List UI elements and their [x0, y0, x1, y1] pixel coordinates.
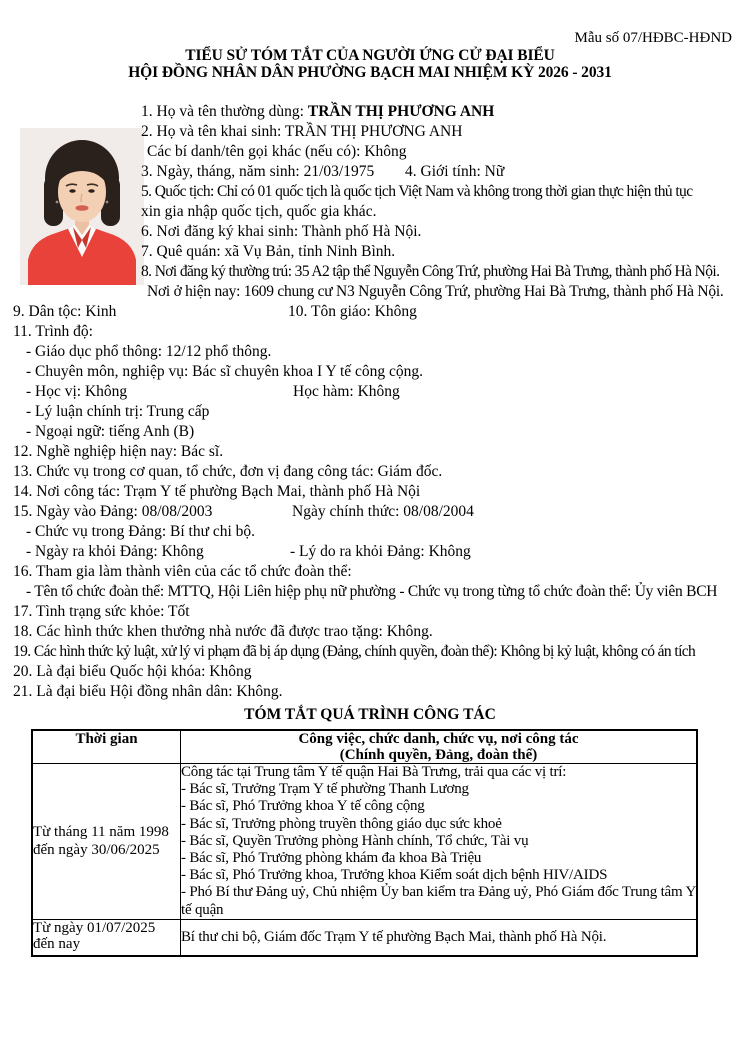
row1-duty-item: - Bác sĩ, Phó Trưởng phòng khám đa khoa Bà Triệu — [181, 850, 482, 867]
row2-duties — [181, 919, 698, 956]
bio-item-11-hoc-vi: - Học vị: Không — [26, 383, 128, 400]
row1-duty-item: - Phó Bí thư Đảng uỷ, Chủ nhiệm Ủy ban kiểm tra Đảng uỷ, Phó Giám đốc Trung tâm Y tế quận — [181, 884, 696, 918]
row2-duty-item: Bí thư chi bộ, Giám đốc Trạm Y tế phường Bạch Mai, thành phố Hà Nội. — [181, 928, 607, 945]
bio-item-15-party-role: - Chức vụ trong Đảng: Bí thư chi bộ. — [26, 523, 256, 540]
bio-item-11-politics: - Lý luận chính trị: Trung cấp — [26, 403, 210, 420]
bio-item-15-leave — [0, 542, 740, 562]
bio-item-10: 10. Tôn giáo: Không — [288, 303, 417, 320]
bio-item-12: 12. Nghề nghiệp hiện nay: Bác sĩ. — [13, 443, 224, 460]
row1-duties — [181, 764, 698, 920]
row2-period — [32, 919, 181, 956]
bio-item-9: 9. Dân tộc: Kinh — [13, 303, 117, 320]
document-title-line1: TIỂU SỬ TÓM TẮT CỦA NGƯỜI ỨNG CỬ ĐẠI BIỂU — [185, 47, 555, 64]
bio-item-11: 11. Trình độ: — [13, 323, 93, 340]
bio-item-11-degree — [0, 382, 740, 402]
work-history-title: TÓM TẮT QUÁ TRÌNH CÔNG TÁC — [244, 706, 496, 723]
work-history-table — [31, 729, 698, 957]
bio-item-8-line1: 8. Nơi đăng ký thường trú: 35 A2 tập thể Nguyễn Công Trứ, phường Hai Bà Trưng, thành phố Hà Nội. — [141, 263, 720, 280]
bio-item-3-4 — [0, 162, 740, 182]
bio-item-9-10 — [0, 302, 740, 322]
bio-item-11-education: - Giáo dục phổ thông: 12/12 phổ thông. — [26, 343, 272, 360]
row1-duty-item: - Bác sĩ, Quyền Trưởng phòng Hành chính, Tổ chức, Tài vụ — [181, 832, 529, 849]
row1-duty-item: - Bác sĩ, Trưởng Trạm Y tế phường Thanh Lương — [181, 781, 469, 798]
header-time-column: Thời gian — [32, 730, 181, 764]
bio-item-13: 13. Chức vụ trong cơ quan, tổ chức, đơn vị đang công tác: Giám đốc. — [13, 463, 443, 480]
bio-item-3: 3. Ngày, tháng, năm sinh: 21/03/1975 — [141, 163, 375, 180]
bio-item-15-official-date: Ngày chính thức: 08/08/2004 — [292, 503, 474, 520]
row1-duty-item: - Bác sĩ, Phó Trưởng khoa Y tế công cộng — [181, 798, 425, 815]
bio-item-15-leave-reason: - Lý do ra khỏi Đảng: Không — [290, 543, 471, 560]
row1-duty-item: - Bác sĩ, Phó Trưởng khoa, Trưởng khoa Kiểm soát dịch bệnh HIV/AIDS — [181, 867, 608, 884]
bio-item-18: 18. Các hình thức khen thưởng nhà nước đã được trao tặng: Không. — [13, 623, 433, 640]
bio-item-5-line1: 5. Quốc tịch: Chỉ có 01 quốc tịch là quốc tịch Việt Nam và không trong thời gian thực hiện thủ tục — [141, 183, 693, 200]
header-duty-line1: Công việc, chức danh, chức vụ, nơi công tác — [298, 731, 579, 747]
bio-item-15-leave-date: - Ngày ra khỏi Đảng: Không — [26, 543, 204, 560]
row1-duty-intro: Công tác tại Trung tâm Y tế quận Hai Bà Trưng, trải qua các vị trí: — [181, 764, 567, 780]
bio-item-2: 2. Họ và tên khai sinh: TRẦN THỊ PHƯƠNG ANH — [141, 123, 463, 140]
row1-duty-item: - Bác sĩ, Trưởng phòng truyền thông giáo dục sức khoẻ — [181, 815, 502, 832]
bio-item-7: 7. Quê quán: xã Vụ Bản, tỉnh Ninh Bình. — [141, 243, 396, 260]
bio-item-1-label: 1. Họ và tên thường dùng: — [141, 103, 308, 120]
bio-item-15-join-date: 15. Ngày vào Đảng: 08/08/2003 — [13, 503, 213, 520]
header-duty-line2: (Chính quyền, Đảng, đoàn thể) — [339, 747, 538, 763]
header-duty-column — [181, 730, 698, 764]
bio-item-4: 4. Giới tính: Nữ — [405, 163, 505, 180]
row1-period-line2: đến ngày 30/06/2025 — [33, 842, 160, 859]
bio-item-1-value: TRẦN THỊ PHƯƠNG ANH — [307, 103, 495, 120]
row1-period — [32, 764, 181, 920]
biography-list — [0, 102, 740, 702]
bio-item-11-language: - Ngoại ngữ: tiếng Anh (B) — [26, 423, 195, 440]
form-code: Mẫu số 07/HĐBC-HĐND — [574, 30, 732, 46]
bio-item-19: 19. Các hình thức kỷ luật, xử lý vi phạm đã bị áp dụng (Đảng, chính quyền, đoàn thể): Không bị kỷ luật, không có án tích — [13, 643, 696, 660]
bio-item-11-hoc-ham: Học hàm: Không — [293, 383, 400, 400]
work-history-row-2 — [32, 919, 697, 956]
document-title-line2: HỘI ĐỒNG NHÂN DÂN PHƯỜNG BẠCH MAI NHIỆM KỲ 2026 - 2031 — [128, 64, 612, 81]
work-history-row-1 — [32, 764, 697, 920]
bio-item-15 — [0, 502, 740, 522]
bio-item-14: 14. Nơi công tác: Trạm Y tế phường Bạch Mai, thành phố Hà Nội — [13, 483, 421, 500]
bio-item-21: 21. Là đại biểu Hội đồng nhân dân: Không. — [13, 683, 283, 700]
row2-period-line1: Từ ngày 01/07/2025 — [33, 919, 156, 936]
bio-item-16: 16. Tham gia làm thành viên của các tổ chức đoàn thể: — [13, 563, 352, 580]
bio-item-16-orgs: - Tên tổ chức đoàn thể: MTTQ, Hội Liên hiệp phụ nữ phường - Chức vụ trong từng tổ chức đoàn thể: Ủy viên BCH — [26, 583, 718, 600]
bio-item-2-alias: Các bí danh/tên gọi khác (nếu có): Không — [147, 143, 407, 160]
bio-item-1 — [0, 102, 740, 122]
bio-item-6: 6. Nơi đăng ký khai sinh: Thành phố Hà Nội. — [141, 223, 422, 240]
bio-item-11-specialty: - Chuyên môn, nghiệp vụ: Bác sĩ chuyên khoa I Y tế công cộng. — [26, 363, 424, 380]
bio-item-8-line2: Nơi ở hiện nay: 1609 chung cư N3 Nguyễn Công Trứ, phường Hai Bà Trưng, thành phố Hà Nội. — [147, 283, 724, 300]
bio-item-20: 20. Là đại biểu Quốc hội khóa: Không — [13, 663, 252, 680]
bio-item-5-line2: xin gia nhập quốc tịch, quốc gia khác. — [141, 203, 377, 220]
work-history-header-row — [32, 730, 697, 764]
row2-period-line2: đến nay — [33, 936, 81, 953]
bio-item-17: 17. Tình trạng sức khỏe: Tốt — [13, 603, 190, 620]
row1-period-line1: Từ tháng 11 năm 1998 — [33, 824, 169, 841]
